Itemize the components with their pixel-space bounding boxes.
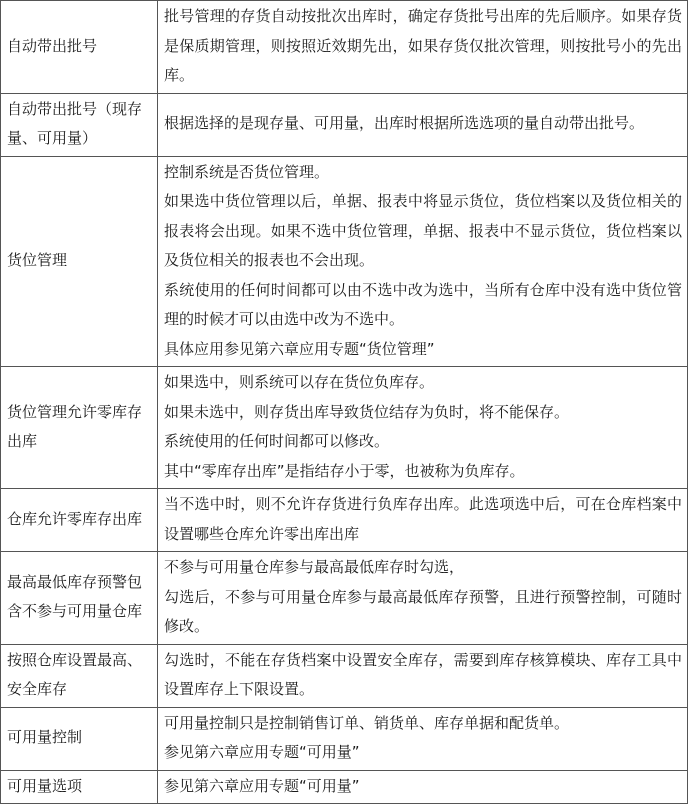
description-paragraph: 不参与可用量仓库参与最高最低库存时勾选， [164,558,465,576]
description-paragraph: 系统使用的任何时间都可以修改。 [164,432,390,450]
option-name: 仓库允许零库存出库 [1,489,158,552]
table-row [1,367,688,489]
description-paragraph: 如果未选中，则存货出库导致货位结存为负时，将不能保存。 [164,402,570,421]
option-description [158,367,688,489]
option-name: 可用量控制 [1,707,158,770]
description-paragraph: 控制系统是否货位管理。 [164,162,330,181]
description-paragraph: 根据选择的是现存量、可用量，出库时根据所选选项的量自动带出批号。 [164,114,645,133]
description-paragraph: 其中“零库存出库”是指结存小于零，也被称为负库存。 [164,461,525,480]
table-row [1,552,688,645]
description-paragraph: 当不选中时，则不允许存货进行负库存出库。此选项选中后，可在仓库档案中设置哪些仓库允许零出库出库 [164,495,682,543]
option-name: 最高最低库存预警包含不参与可用量仓库 [1,552,158,645]
option-description [158,156,688,367]
option-description [158,1,688,94]
table-row [1,489,688,552]
description-paragraph: 参见第六章应用专题“可用量” [164,743,360,761]
option-description [158,552,688,645]
option-description [158,770,688,804]
option-name: 自动带出批号（现存量、可用量） [1,93,158,156]
description-paragraph: 可用量控制只是控制销售订单、销货单、库存单据和配货单。 [164,713,570,732]
option-description [158,707,688,770]
description-paragraph: 参见第六章应用专题“可用量” [164,776,360,795]
description-paragraph: 批号管理的存货自动按批次出库时，确定存货批号出库的先后顺序。如果存货是保质期管理，则按照近效期先出，如果存货仅批次管理，则按批号小的先出库。 [164,7,682,84]
table-row [1,707,688,770]
table-row [1,1,688,94]
description-paragraph: 具体应用参见第六章应用专题“货位管理” [164,339,435,358]
description-paragraph: 如果选中，则系统可以存在货位负库存。 [164,373,435,391]
description-paragraph: 系统使用的任何时间都可以由不选中改为选中，当所有仓库中没有选中货位管理的时候才可以由选中改为不选中。 [164,280,682,328]
table-row [1,93,688,156]
option-name: 按照仓库设置最高、安全库存 [1,644,158,707]
table-row [1,770,688,804]
table-row [1,644,688,707]
description-paragraph: 勾选后，不参与可用量仓库参与最高最低库存预警，且进行预警控制，可随时修改。 [164,587,682,635]
options-table-body [1,1,688,804]
option-name: 货位管理 [1,156,158,367]
option-description [158,489,688,552]
option-name: 货位管理允许零库存出库 [1,367,158,489]
option-description [158,644,688,707]
option-description [158,93,688,156]
option-name: 自动带出批号 [1,1,158,94]
option-name: 可用量选项 [1,770,158,804]
table-row [1,156,688,367]
description-paragraph: 勾选时，不能在存货档案中设置安全库存，需要到库存核算模块、库存工具中设置库存上下限设置。 [164,650,682,698]
description-paragraph: 如果选中货位管理以后，单据、报表中将显示货位，货位档案以及货位相关的报表将会出现。如果不选中货位管理，单据、报表中不显示货位，货位档案以及货位相关的报表也不会出现。 [164,192,682,269]
